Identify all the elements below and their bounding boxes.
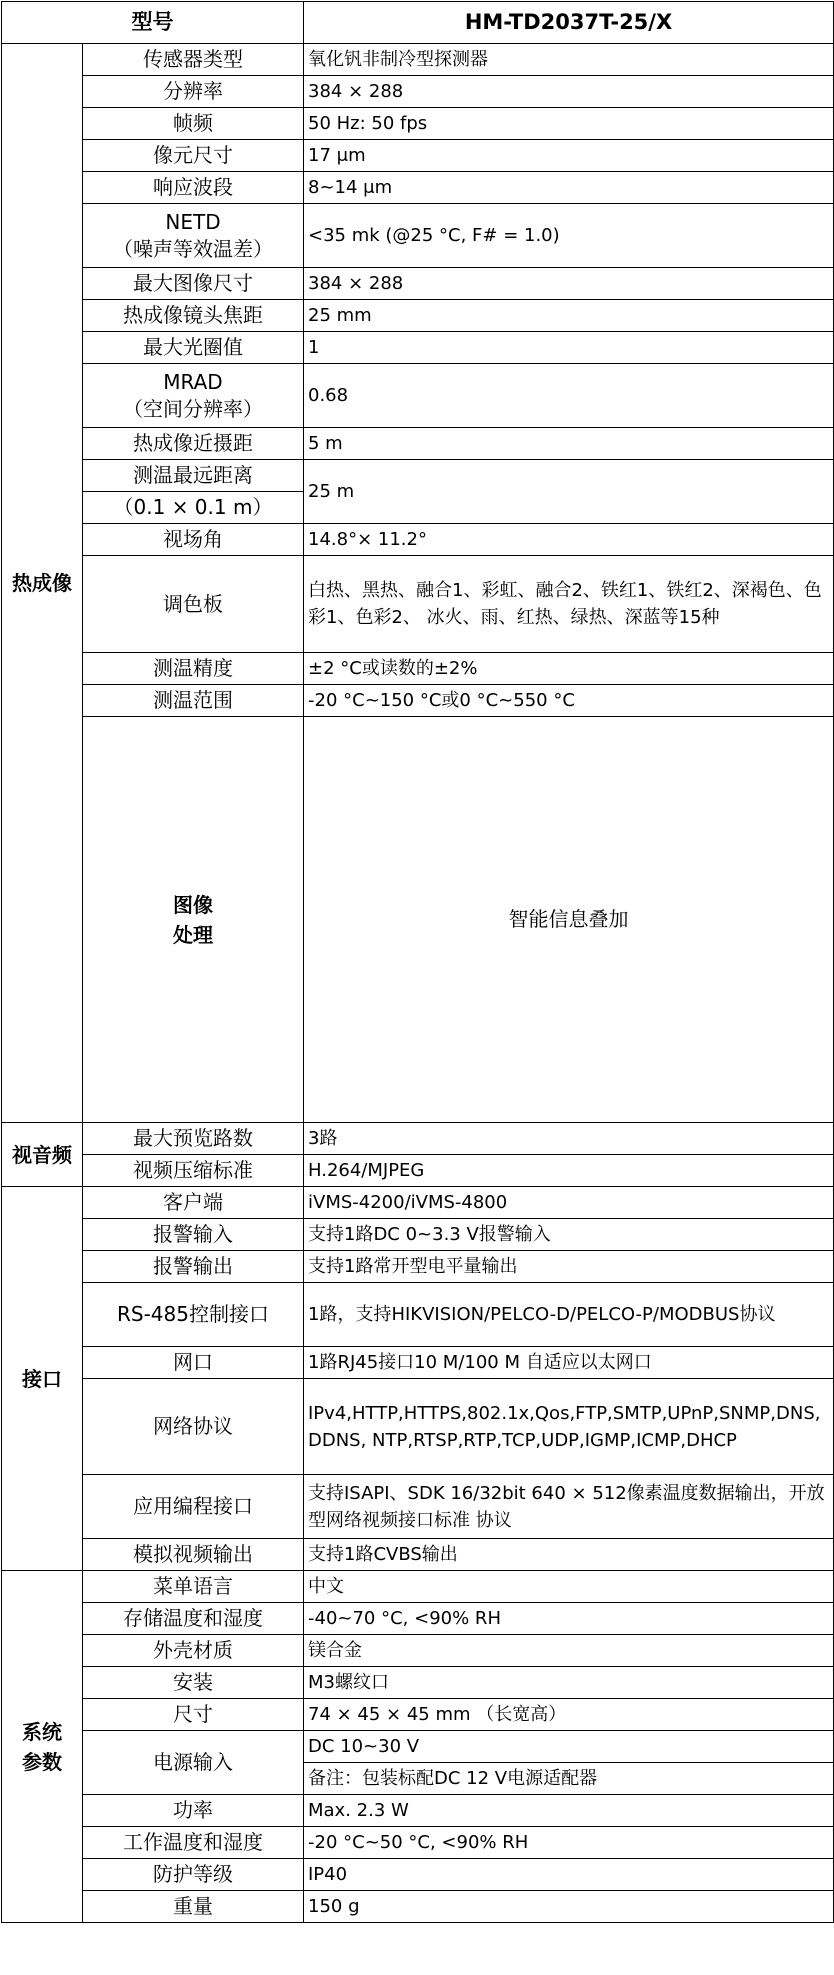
table-row xyxy=(2,1219,834,1251)
group-image: 图像 处理 xyxy=(83,717,304,1123)
row-label: 热成像镜头焦距 xyxy=(83,300,304,332)
row-value: 支持1路DC 0~3.3 V报警输入 xyxy=(304,1219,834,1251)
row-label: 像元尺寸 xyxy=(83,140,304,172)
table-row xyxy=(2,1667,834,1699)
table-row xyxy=(2,1635,834,1667)
model-number: HM-TD2037T-25/X xyxy=(304,2,834,44)
row-value: Max. 2.3 W xyxy=(304,1795,834,1827)
row-label: 安装 xyxy=(83,1667,304,1699)
row-value: iVMS-4200/iVMS-4800 xyxy=(304,1187,834,1219)
group-av: 视音频 xyxy=(2,1123,83,1187)
table-row xyxy=(2,1347,834,1379)
row-label: 视场角 xyxy=(83,524,304,556)
row-value: -20 °C~150 °C或0 °C~550 °C xyxy=(304,685,834,717)
row-value: 5 m xyxy=(304,428,834,460)
row-value: 50 Hz: 50 fps xyxy=(304,108,834,140)
row-value: 150 g xyxy=(304,1891,834,1923)
row-label: 外壳材质 xyxy=(83,1635,304,1667)
row-value-note: 备注：包装标配DC 12 V电源适配器 xyxy=(304,1763,834,1795)
row-label: 存储温度和湿度 xyxy=(83,1603,304,1635)
row-label: 工作温度和湿度 xyxy=(83,1827,304,1859)
row-label: 报警输出 xyxy=(83,1251,304,1283)
table-row xyxy=(2,1571,834,1603)
row-label: 测温精度 xyxy=(83,653,304,685)
row-label: 模拟视频输出 xyxy=(83,1539,304,1571)
row-label: 客户端 xyxy=(83,1187,304,1219)
table-row xyxy=(2,1827,834,1859)
row-label-sub: （噪声等效温差） xyxy=(113,236,273,261)
row-label: 测温范围 xyxy=(83,685,304,717)
row-value: <35 mk (@25 °C, F# = 1.0) xyxy=(304,204,834,268)
row-label: 热成像近摄距 xyxy=(83,428,304,460)
row-label: 电源输入 xyxy=(83,1731,304,1795)
row-label: 最大预览路数 xyxy=(83,1123,304,1155)
row-value: 支持ISAPI、SDK 16/32bit 640 × 512像素温度数据输出，开放型网络视频接口标准 协议 xyxy=(304,1475,834,1539)
row-label-mrad xyxy=(83,364,304,428)
table-row xyxy=(2,1155,834,1187)
header-row xyxy=(2,2,834,44)
table-row xyxy=(2,1251,834,1283)
table-row xyxy=(2,1891,834,1923)
table-row xyxy=(2,172,834,204)
row-label: RS-485控制接口 xyxy=(83,1283,304,1347)
table-row xyxy=(2,524,834,556)
row-label: 最大光圈值 xyxy=(83,332,304,364)
table-row xyxy=(2,685,834,717)
row-label: 报警输入 xyxy=(83,1219,304,1251)
table-row xyxy=(2,556,834,653)
row-value: 支持1路CVBS输出 xyxy=(304,1539,834,1571)
row-label: 调色板 xyxy=(83,556,304,653)
group-system: 系统 参数 xyxy=(2,1571,83,1923)
table-row xyxy=(2,1699,834,1731)
row-label: 智能信息叠加 xyxy=(304,717,834,1123)
row-label: 帧频 xyxy=(83,108,304,140)
row-label: 菜单语言 xyxy=(83,1571,304,1603)
row-label: 响应波段 xyxy=(83,172,304,204)
row-label: 传感器类型 xyxy=(83,44,304,76)
spec-table xyxy=(1,1,834,1923)
row-value: 25 mm xyxy=(304,300,834,332)
row-label-sub: （空间分辨率） xyxy=(123,396,263,421)
table-row xyxy=(2,1379,834,1475)
table-row xyxy=(2,268,834,300)
row-value: M3螺纹口 xyxy=(304,1667,834,1699)
row-label: 功率 xyxy=(83,1795,304,1827)
table-row xyxy=(2,717,834,1123)
row-value: 17 μm xyxy=(304,140,834,172)
row-value: 白热、黑热、融合1、彩虹、融合2、铁红1、铁红2、深褐色、色彩1、色彩2、 冰火、雨、红热、绿热、深蓝等15种 xyxy=(304,556,834,653)
row-label-netd xyxy=(83,204,304,268)
table-row xyxy=(2,1731,834,1763)
group-interface: 接口 xyxy=(2,1187,83,1571)
table-row xyxy=(2,204,834,268)
table-row xyxy=(2,1475,834,1539)
table-row xyxy=(2,300,834,332)
table-row xyxy=(2,140,834,172)
row-label: NETD xyxy=(165,209,221,234)
table-row xyxy=(2,332,834,364)
row-value: H.264/MJPEG xyxy=(304,1155,834,1187)
table-row xyxy=(2,364,834,428)
row-value: 镁合金 xyxy=(304,1635,834,1667)
row-label: 防护等级 xyxy=(83,1859,304,1891)
row-label: 网口 xyxy=(83,1347,304,1379)
row-value: IPv4,HTTP,HTTPS,802.1x,Qos,FTP,SMTP,UPnP,SNMP,DNS,DDNS, NTP,RTSP,RTP,TCP,UDP,IGMP,ICMP,DHCP xyxy=(304,1379,834,1475)
row-label: 尺寸 xyxy=(83,1699,304,1731)
row-value: 14.8°× 11.2° xyxy=(304,524,834,556)
row-label: 重量 xyxy=(83,1891,304,1923)
header-label: 型号 xyxy=(2,2,304,44)
table-row xyxy=(2,44,834,76)
row-label: MRAD xyxy=(163,369,223,394)
row-label: 视频压缩标准 xyxy=(83,1155,304,1187)
row-value: 8~14 μm xyxy=(304,172,834,204)
row-label: 测温最远距离 xyxy=(83,460,304,492)
row-value: 支持1路常开型电平量输出 xyxy=(304,1251,834,1283)
table-row xyxy=(2,428,834,460)
row-value: 1路，支持HIKVISION/PELCO-D/PELCO-P/MODBUS协议 xyxy=(304,1283,834,1347)
table-row xyxy=(2,1603,834,1635)
row-label: 应用编程接口 xyxy=(83,1475,304,1539)
row-value: -40~70 °C, <90% RH xyxy=(304,1603,834,1635)
table-row xyxy=(2,108,834,140)
row-label: 最大图像尺寸 xyxy=(83,268,304,300)
row-label-sub: （0.1 × 0.1 m） xyxy=(83,492,304,524)
row-value: 3路 xyxy=(304,1123,834,1155)
table-row xyxy=(2,653,834,685)
group-thermal: 热成像 xyxy=(2,44,83,1123)
row-value: 384 × 288 xyxy=(304,268,834,300)
row-label: 分辨率 xyxy=(83,76,304,108)
row-label: 网络协议 xyxy=(83,1379,304,1475)
table-row xyxy=(2,1539,834,1571)
table-row xyxy=(2,1187,834,1219)
row-value: 1 xyxy=(304,332,834,364)
row-value: 中文 xyxy=(304,1571,834,1603)
row-value: 74 × 45 × 45 mm （长宽高） xyxy=(304,1699,834,1731)
row-value: 25 m xyxy=(304,460,834,524)
row-value: 氧化钒非制冷型探测器 xyxy=(304,44,834,76)
row-value: -20 °C~50 °C, <90% RH xyxy=(304,1827,834,1859)
table-row xyxy=(2,460,834,492)
row-value: 0.68 xyxy=(304,364,834,428)
row-value: 384 × 288 xyxy=(304,76,834,108)
row-value: IP40 xyxy=(304,1859,834,1891)
table-row xyxy=(2,1123,834,1155)
table-row xyxy=(2,1859,834,1891)
table-row xyxy=(2,1283,834,1347)
row-value: 1路RJ45接口10 M/100 M 自适应以太网口 xyxy=(304,1347,834,1379)
row-value: ±2 °C或读数的±2% xyxy=(304,653,834,685)
table-row xyxy=(2,76,834,108)
row-value: DC 10~30 V xyxy=(304,1731,834,1763)
table-row xyxy=(2,1795,834,1827)
